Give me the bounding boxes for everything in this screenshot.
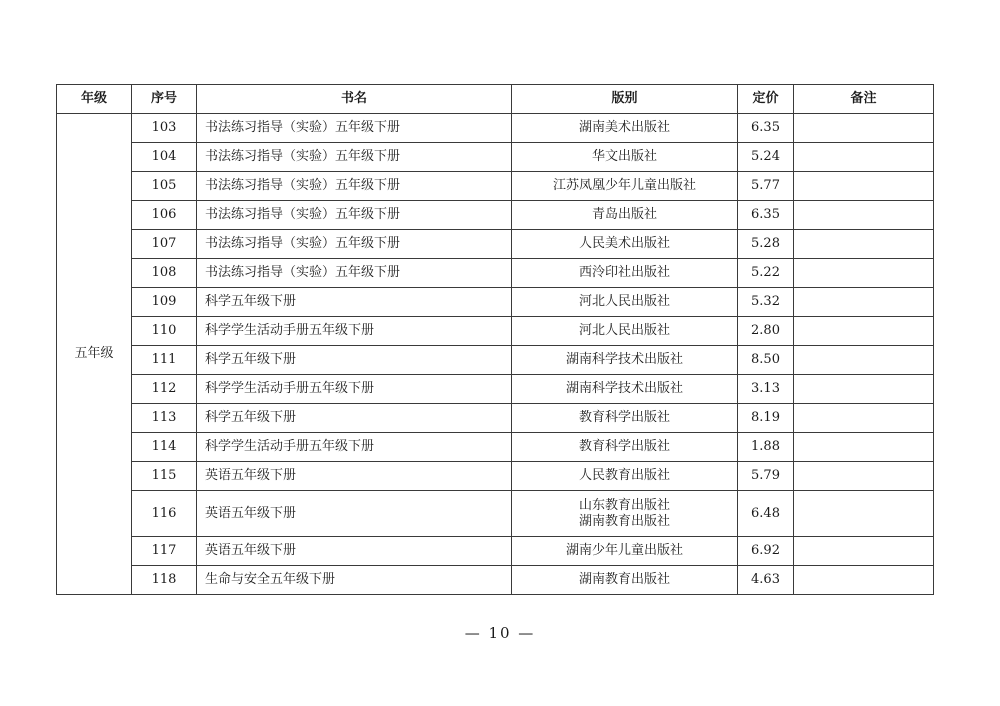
publisher-cell [512, 143, 738, 172]
seq-cell: 114 [132, 433, 197, 462]
seq-cell: 118 [132, 566, 197, 595]
price-cell: 3.13 [738, 375, 794, 404]
table-row [57, 259, 934, 288]
note-cell [794, 537, 934, 566]
price-cell: 8.50 [738, 346, 794, 375]
header-note: 备注 [794, 85, 934, 114]
publisher-cell [512, 201, 738, 230]
seq-cell: 104 [132, 143, 197, 172]
note-cell [794, 259, 934, 288]
publisher-cell [512, 566, 738, 595]
table-row [57, 143, 934, 172]
publisher-name: 湖南教育出版社 [578, 572, 670, 587]
seq-cell: 108 [132, 259, 197, 288]
header-seq: 序号 [132, 85, 197, 114]
table-row [57, 346, 934, 375]
note-cell [794, 346, 934, 375]
publisher-cell [512, 288, 738, 317]
table-row [57, 230, 934, 259]
seq-cell: 116 [132, 491, 197, 537]
note-cell [794, 230, 934, 259]
publisher-cell [512, 259, 738, 288]
price-cell: 6.48 [738, 491, 794, 537]
title-cell: 英语五年级下册 [197, 537, 512, 566]
title-cell: 科学五年级下册 [197, 404, 512, 433]
price-cell: 6.35 [738, 201, 794, 230]
table-row [57, 172, 934, 201]
seq-cell: 110 [132, 317, 197, 346]
price-cell: 5.77 [738, 172, 794, 201]
table-row [57, 462, 934, 491]
title-cell: 科学学生活动手册五年级下册 [197, 317, 512, 346]
seq-cell: 106 [132, 201, 197, 230]
publisher-name: 华文出版社 [591, 149, 657, 164]
publisher-cell [512, 433, 738, 462]
seq-cell: 115 [132, 462, 197, 491]
note-cell [794, 143, 934, 172]
note-cell [794, 201, 934, 230]
title-cell: 书法练习指导（实验）五年级下册 [197, 114, 512, 143]
header-grade: 年级 [57, 85, 132, 114]
seq-cell: 107 [132, 230, 197, 259]
price-cell: 4.63 [738, 566, 794, 595]
title-cell: 英语五年级下册 [197, 462, 512, 491]
note-cell [794, 566, 934, 595]
header-price: 定价 [738, 85, 794, 114]
title-cell: 科学学生活动手册五年级下册 [197, 433, 512, 462]
publisher-cell [512, 346, 738, 375]
table-row [57, 491, 934, 537]
table-row [57, 404, 934, 433]
price-cell: 5.22 [738, 259, 794, 288]
title-cell: 科学五年级下册 [197, 288, 512, 317]
title-cell: 书法练习指导（实验）五年级下册 [197, 201, 512, 230]
note-cell [794, 288, 934, 317]
price-cell: 6.92 [738, 537, 794, 566]
title-cell: 科学学生活动手册五年级下册 [197, 375, 512, 404]
seq-cell: 113 [132, 404, 197, 433]
price-cell: 1.88 [738, 433, 794, 462]
note-cell [794, 317, 934, 346]
publisher-name: 湖南教育出版社 [578, 513, 670, 529]
table-row [57, 201, 934, 230]
price-cell: 6.35 [738, 114, 794, 143]
note-cell [794, 404, 934, 433]
publisher-cell [512, 537, 738, 566]
table-header-row [57, 85, 934, 114]
price-cell: 8.19 [738, 404, 794, 433]
publisher-name: 教育科学出版社 [578, 439, 670, 454]
publisher-name: 河北人民出版社 [578, 294, 670, 309]
publisher-name: 湖南科学技术出版社 [565, 381, 683, 396]
publisher-name: 河北人民出版社 [578, 323, 670, 338]
note-cell [794, 491, 934, 537]
title-cell: 书法练习指导（实验）五年级下册 [197, 259, 512, 288]
publisher-cell [512, 462, 738, 491]
seq-cell: 103 [132, 114, 197, 143]
title-cell: 书法练习指导（实验）五年级下册 [197, 230, 512, 259]
price-cell: 2.80 [738, 317, 794, 346]
price-cell: 5.24 [738, 143, 794, 172]
title-cell: 书法练习指导（实验）五年级下册 [197, 172, 512, 201]
note-cell [794, 462, 934, 491]
publisher-name: 山东教育出版社 [578, 497, 670, 513]
seq-cell: 111 [132, 346, 197, 375]
textbook-table [56, 84, 934, 595]
table-row [57, 317, 934, 346]
header-publisher: 版别 [512, 85, 738, 114]
publisher-name: 青岛出版社 [591, 207, 657, 222]
table-row [57, 288, 934, 317]
publisher-name: 湖南美术出版社 [578, 120, 670, 135]
seq-cell: 117 [132, 537, 197, 566]
publisher-name: 人民美术出版社 [578, 236, 670, 251]
table-row [57, 433, 934, 462]
seq-cell: 105 [132, 172, 197, 201]
publisher-name: 人民教育出版社 [578, 468, 670, 483]
title-cell: 书法练习指导（实验）五年级下册 [197, 143, 512, 172]
price-cell: 5.32 [738, 288, 794, 317]
page-number: — 10 — [464, 624, 536, 642]
publisher-cell [512, 114, 738, 143]
title-cell: 科学五年级下册 [197, 346, 512, 375]
note-cell [794, 375, 934, 404]
publisher-name: 西泠印社出版社 [578, 265, 670, 280]
publisher-name: 教育科学出版社 [578, 410, 670, 425]
publisher-cell [512, 230, 738, 259]
header-title: 书名 [197, 85, 512, 114]
table-body [57, 114, 934, 595]
title-cell: 英语五年级下册 [197, 491, 512, 537]
table-row [57, 114, 934, 143]
publisher-cell [512, 317, 738, 346]
publisher-name: 湖南科学技术出版社 [565, 352, 683, 367]
publisher-cell [512, 172, 738, 201]
publisher-name: 湖南少年儿童出版社 [565, 543, 683, 558]
publisher-cell [512, 375, 738, 404]
table-row [57, 566, 934, 595]
note-cell [794, 114, 934, 143]
seq-cell: 109 [132, 288, 197, 317]
publisher-cell [512, 404, 738, 433]
seq-cell: 112 [132, 375, 197, 404]
publisher-name: 江苏凤凰少年儿童出版社 [552, 178, 696, 193]
price-cell: 5.28 [738, 230, 794, 259]
table-row [57, 375, 934, 404]
price-cell: 5.79 [738, 462, 794, 491]
title-cell: 生命与安全五年级下册 [197, 566, 512, 595]
publisher-cell [512, 491, 738, 537]
note-cell [794, 433, 934, 462]
table-row [57, 537, 934, 566]
grade-cell: 五年级 [57, 114, 132, 595]
note-cell [794, 172, 934, 201]
